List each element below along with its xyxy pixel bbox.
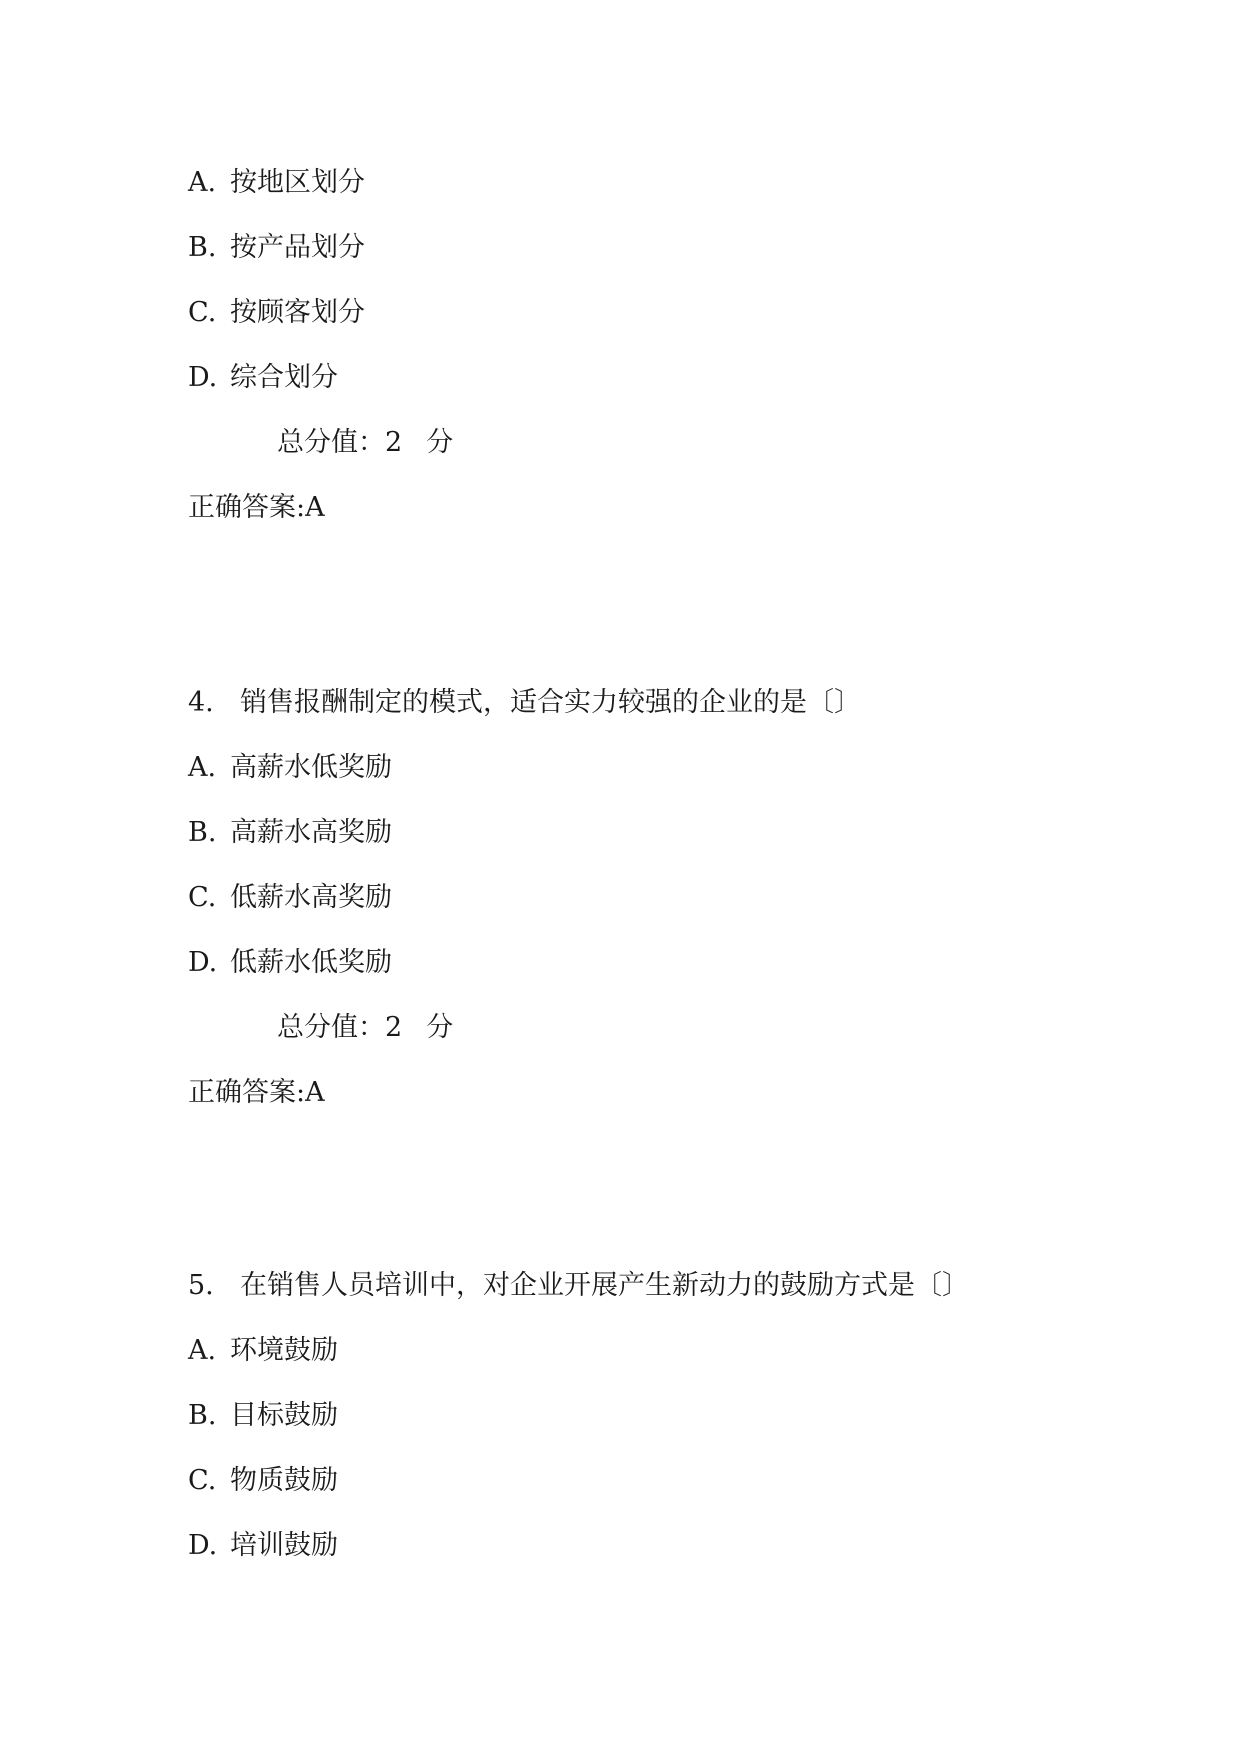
option-text: 按地区划分 (230, 167, 365, 198)
score-label: 总分值： (277, 427, 385, 458)
score-label: 总分值： (277, 1012, 385, 1043)
option-text: 按产品划分 (230, 232, 365, 263)
option-a (188, 166, 365, 200)
score-value: 2 (385, 427, 403, 458)
option-text: 低薪水高奖励 (230, 882, 392, 913)
question-5 (188, 1269, 969, 1303)
option-b (188, 1399, 338, 1433)
score-unit: 分 (426, 1012, 454, 1043)
score-value: 2 (385, 1012, 403, 1043)
question-4 (188, 686, 861, 720)
option-d (188, 361, 338, 395)
option-a (188, 751, 392, 785)
option-letter: A. (188, 752, 217, 783)
option-letter: C. (188, 882, 217, 913)
option-letter: D. (188, 1530, 218, 1561)
option-text: 低薪水低奖励 (230, 947, 392, 978)
option-c (188, 296, 365, 330)
question-text: 在销售人员培训中，对企业开展产生新动力的鼓励方式是〔〕 (240, 1270, 969, 1301)
option-text: 高薪水高奖励 (230, 817, 392, 848)
score-unit: 分 (426, 427, 454, 458)
option-letter: A. (188, 1335, 217, 1366)
correct-answer: 正确答案:A (188, 1077, 325, 1108)
option-text: 综合划分 (230, 362, 338, 393)
option-text: 培训鼓励 (230, 1530, 338, 1561)
option-d (188, 946, 392, 980)
score-line (277, 1011, 453, 1045)
option-letter: C. (188, 1465, 217, 1496)
question-text: 销售报酬制定的模式，适合实力较强的企业的是〔〕 (240, 687, 861, 718)
option-d (188, 1529, 338, 1563)
option-text: 高薪水低奖励 (230, 752, 392, 783)
option-a (188, 1334, 338, 1368)
option-b (188, 231, 365, 265)
option-c (188, 881, 392, 915)
option-letter: B. (188, 817, 217, 848)
option-letter: B. (188, 232, 217, 263)
option-letter: A. (188, 167, 217, 198)
option-text: 按顾客划分 (230, 297, 365, 328)
question-number: 5. (188, 1270, 214, 1301)
option-letter: D. (188, 947, 218, 978)
option-c (188, 1464, 338, 1498)
correct-answer: 正确答案:A (188, 492, 325, 523)
question-number: 4. (188, 687, 214, 718)
option-text: 物质鼓励 (230, 1465, 338, 1496)
option-b (188, 816, 392, 850)
option-letter: D. (188, 362, 218, 393)
option-text: 目标鼓励 (230, 1400, 338, 1431)
option-letter: B. (188, 1400, 217, 1431)
option-letter: C. (188, 297, 217, 328)
score-line (277, 426, 453, 460)
option-text: 环境鼓励 (230, 1335, 338, 1366)
